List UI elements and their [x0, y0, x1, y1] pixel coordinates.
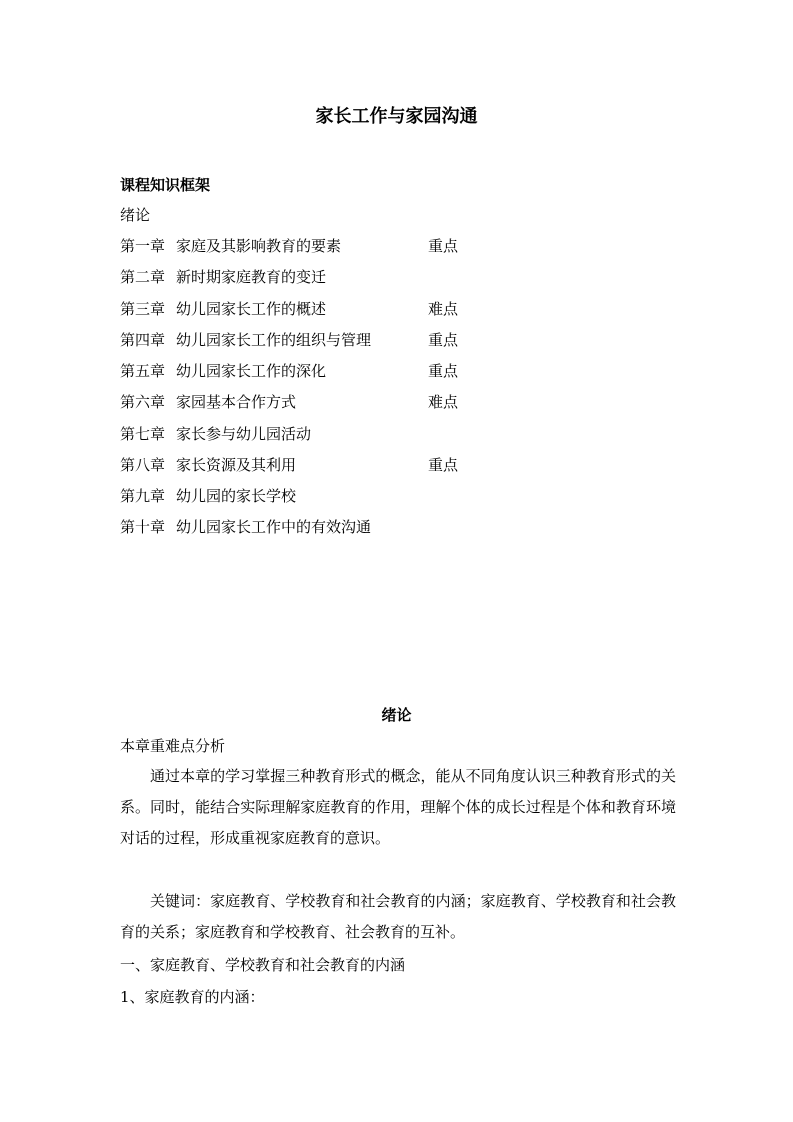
toc-chapter-title: 幼儿园的家长学校 — [176, 487, 297, 505]
toc-row — [120, 359, 520, 383]
document-title: 家长工作与家园沟通 — [315, 106, 478, 127]
toc-chapter-number: 第八章 — [120, 456, 166, 474]
toc-chapter-number: 第十章 — [120, 518, 166, 536]
toc-chapter-title: 幼儿园家长工作中的有效沟通 — [176, 518, 372, 536]
analysis-label: 本章重难点分析 — [120, 737, 226, 755]
toc-chapter-tag: 难点 — [428, 393, 459, 411]
toc-row — [120, 234, 520, 258]
toc-intro-item: 绪论 — [120, 206, 151, 224]
analysis-paragraph: 通过本章的学习掌握三种教育形式的概念，能从不同角度认识三种教育形式的关系。同时，能结合实际理解家庭教育的作用，理解个体的成长过程是个体和教育环境对话的过程，形成重视家庭教育的意识。 — [120, 767, 676, 847]
section-title: 绪论 — [381, 706, 412, 724]
toc-chapter-number: 第五章 — [120, 362, 166, 380]
section-subheading: 1、家庭教育的内涵： — [120, 988, 265, 1006]
toc-row — [120, 297, 520, 321]
toc-chapter-tag: 重点 — [428, 362, 459, 380]
toc-chapter-number: 第三章 — [120, 300, 166, 318]
toc-chapter-number: 第七章 — [120, 425, 166, 443]
toc-chapter-title: 幼儿园家长工作的组织与管理 — [176, 331, 372, 349]
toc-chapter-tag: 难点 — [428, 300, 459, 318]
toc-row — [120, 453, 520, 477]
toc-chapter-title: 家园基本合作方式 — [176, 393, 297, 411]
toc-chapter-number: 第九章 — [120, 487, 166, 505]
toc-row — [120, 328, 520, 352]
toc-chapter-tag: 重点 — [428, 237, 459, 255]
toc-chapter-title: 幼儿园家长工作的概述 — [176, 300, 327, 318]
toc-chapter-tag: 重点 — [428, 456, 459, 474]
toc-row — [120, 390, 520, 414]
toc-row — [120, 265, 520, 289]
keywords-paragraph: 关键词：家庭教育、学校教育和社会教育的内涵；家庭教育、学校教育和社会教育的关系；家庭教育和学校教育、社会教育的互补。 — [120, 892, 676, 941]
toc-chapter-number: 第六章 — [120, 393, 166, 411]
toc-chapter-number: 第二章 — [120, 268, 166, 286]
framework-heading: 课程知识框架 — [120, 176, 211, 194]
toc-chapter-title: 新时期家庭教育的变迁 — [176, 268, 327, 286]
toc-chapter-title: 幼儿园家长工作的深化 — [176, 362, 327, 380]
toc-row — [120, 515, 520, 539]
toc-chapter-number: 第一章 — [120, 237, 166, 255]
toc-row — [120, 422, 520, 446]
section-heading-one: 一、家庭教育、学校教育和社会教育的内涵 — [120, 956, 406, 974]
toc-chapter-title: 家庭及其影响教育的要素 — [176, 237, 342, 255]
toc-row — [120, 484, 520, 508]
toc-chapter-title: 家长资源及其利用 — [176, 456, 297, 474]
toc-chapter-number: 第四章 — [120, 331, 166, 349]
toc-chapter-title: 家长参与幼儿园活动 — [176, 425, 312, 443]
toc-chapter-tag: 重点 — [428, 331, 459, 349]
